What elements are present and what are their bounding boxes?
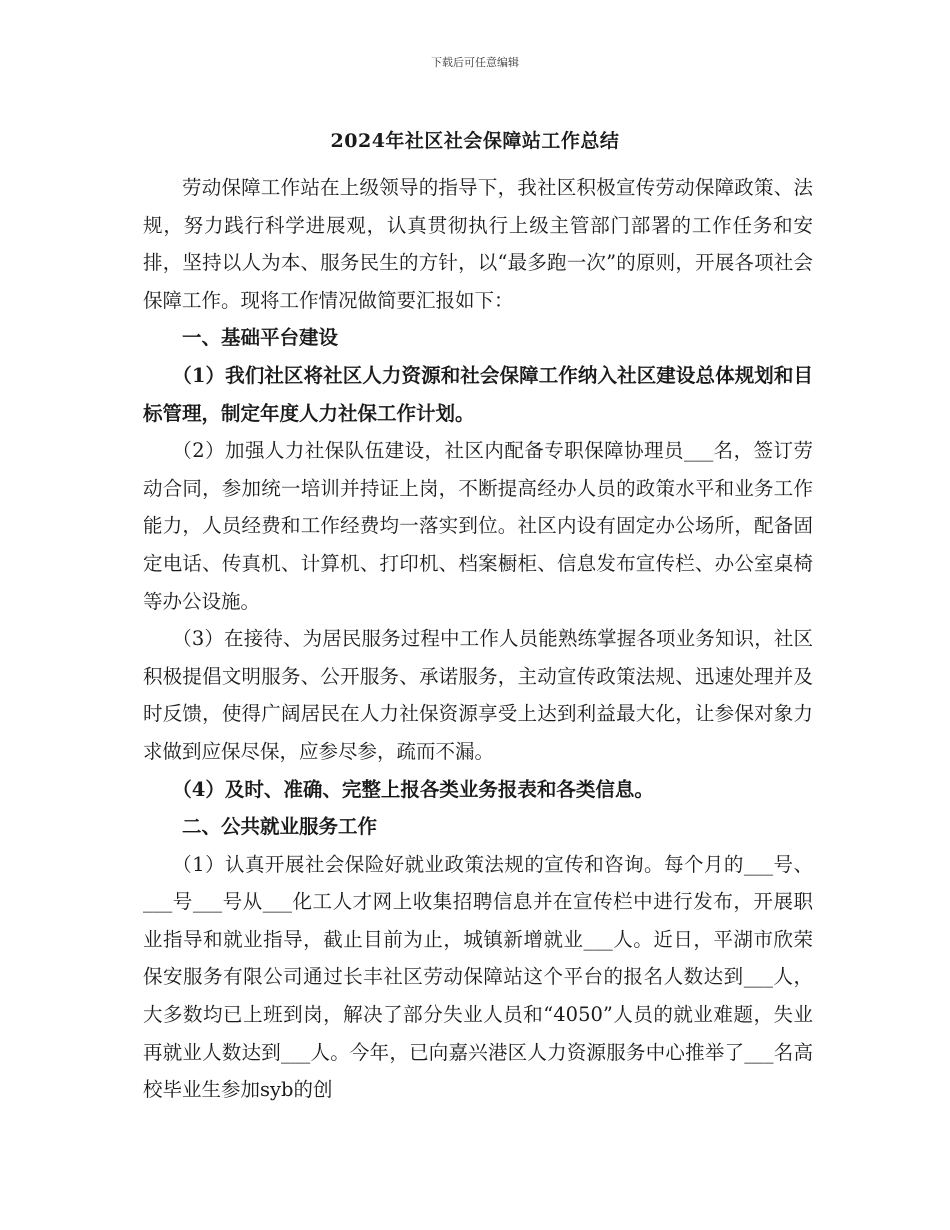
document-title: 2024年社区社会保障站工作总结 bbox=[330, 130, 620, 152]
section-heading-1: 一、基础平台建设 bbox=[182, 326, 339, 350]
section1-item-3: （3）在接待、为居民服务过程中工作人员能熟练掌握各项业务知识，社区积极提倡文明服务、公开服务、承诺服务，主动宣传政策法规、迅速处理并及时反馈，使得广阔居民在人力社保资源享受上达到利益最大化，让参保对象力求做到应保尽保，应参尽参，疏而不漏。 bbox=[143, 627, 813, 763]
section2-item-1: （1）认真开展社会保险好就业政策法规的宣传和咨询。每个月的___号、___号___号从___化工人才网上收集招聘信息并在宣传栏中进行发布，开展职业指导和就业指导，截止目前为止，城镇新增就业___人。近日，平湖市欣荣保安服务有限公司通过长丰社区劳动保障站这个平台的报名人数达到___人，大多数均已上班到岗，解决了部分失业人员和“4050”人员的就业难题，失业再就业人数达到___人。今年，已向嘉兴港区人力资源服务中心推举了___名高校毕业生参加syb的创 bbox=[143, 852, 813, 1102]
document-body bbox=[143, 169, 813, 1109]
page-header-note: 下载后可任意编辑 bbox=[431, 56, 519, 69]
section1-item-1: （1）我们社区将社区人力资源和社会保障工作纳入社区建设总体规划和目标管理，制定年度人力社保工作计划。 bbox=[143, 363, 813, 425]
section-heading-2: 二、公共就业服务工作 bbox=[182, 815, 378, 839]
section1-item-4: （4）及时、准确、完整上报各类业务报表和各类信息。 bbox=[172, 777, 654, 801]
intro-paragraph: 劳动保障工作站在上级领导的指导下，我社区积极宣传劳动保障政策、法规，努力践行科学进展观，认真贯彻执行上级主管部门部署的工作任务和安排，坚持以人为本、服务民生的方针，以“最多跑一次”的原则，开展各项社会保障工作。现将工作情况做简要汇报如下： bbox=[143, 176, 813, 312]
section1-item-2: （2）加强人力社保队伍建设，社区内配备专职保障协理员___名，签订劳动合同，参加统一培训并持证上岗，不断提高经办人员的政策水平和业务工作能力，人员经费和工作经费均一落实到位。社区内设有固定办公场所，配备固定电话、传真机、计算机、打印机、档案橱柜、信息发布宣传栏、办公室桌椅等办公设施。 bbox=[143, 439, 813, 613]
